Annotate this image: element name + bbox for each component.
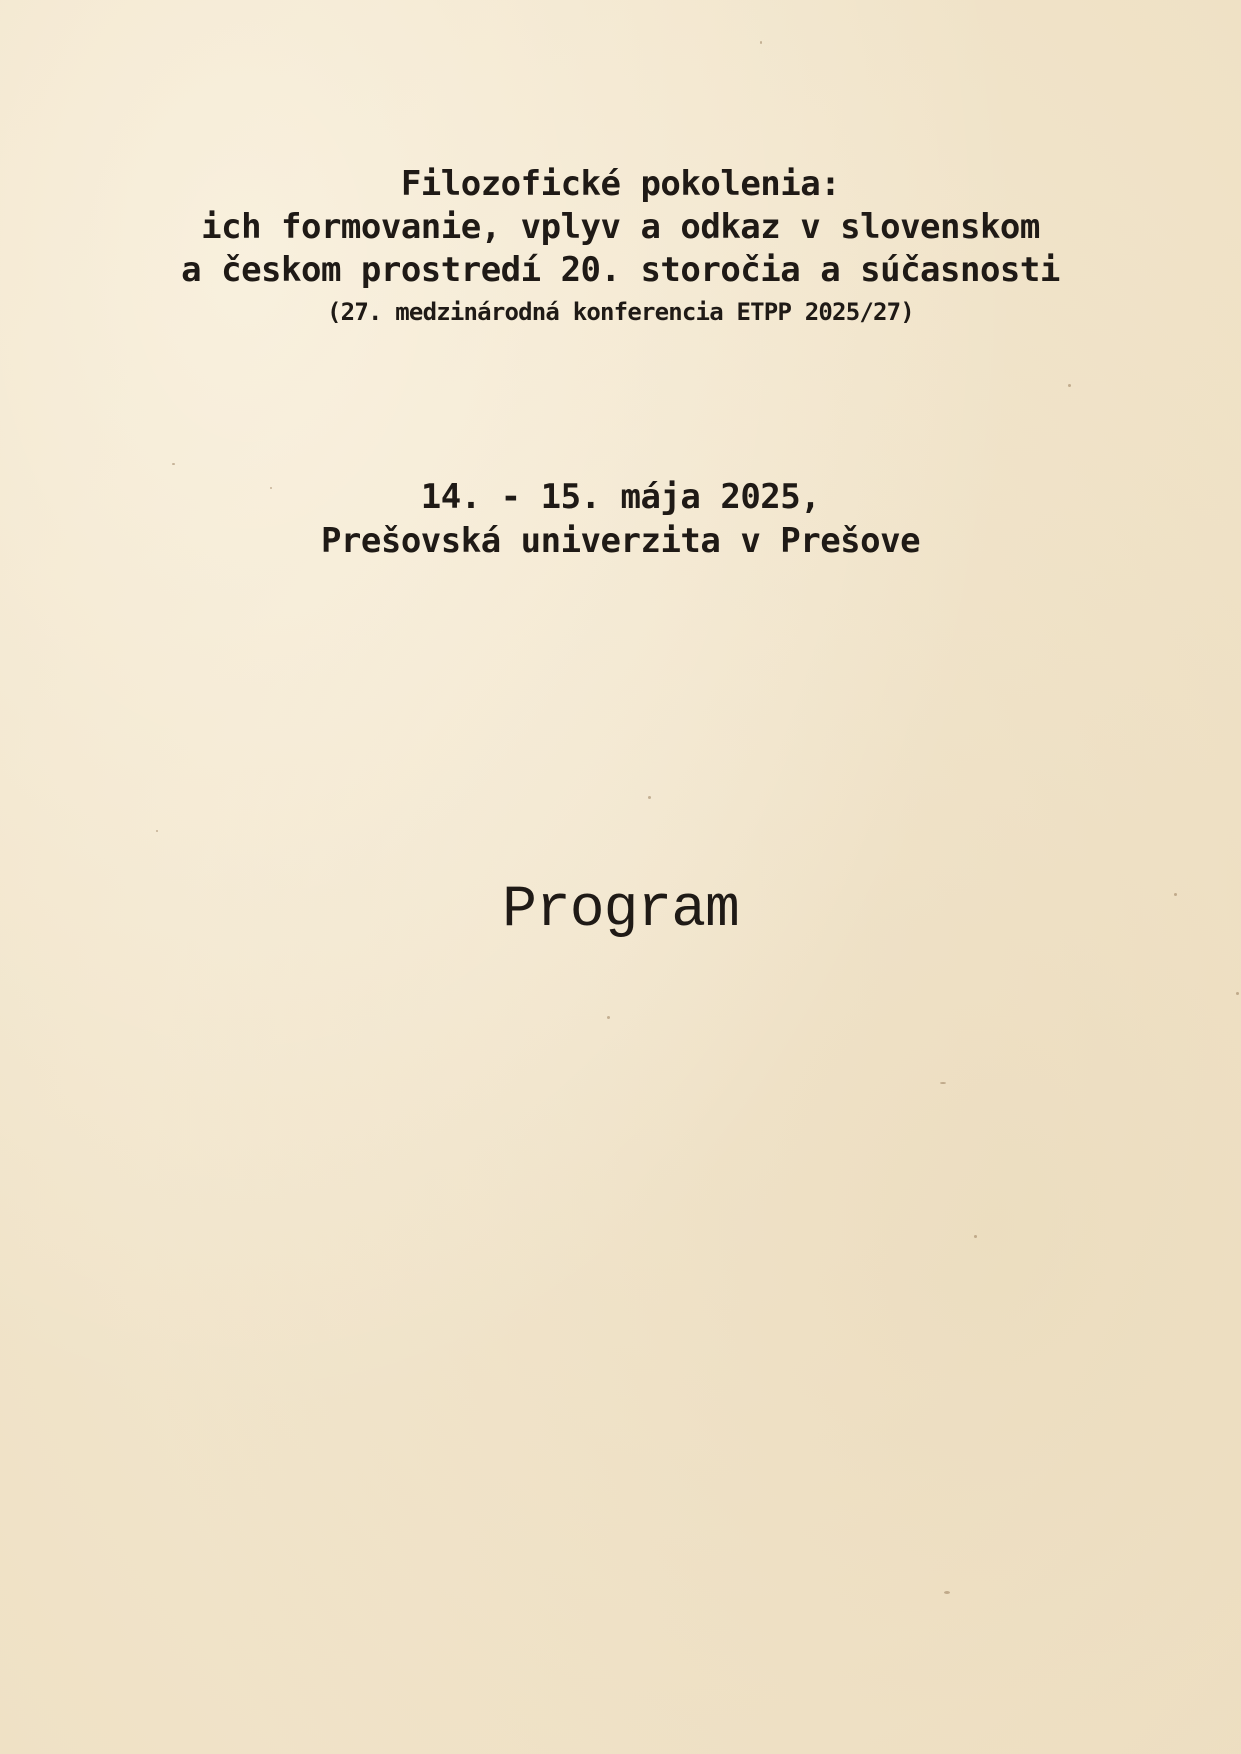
paper-speck xyxy=(648,796,651,799)
conference-date: 14. - 15. mája 2025, xyxy=(420,477,821,517)
date-venue-block xyxy=(0,475,1241,563)
conference-title-line-2: ich formovanie, vplyv a odkaz v slovenskom xyxy=(201,207,1040,247)
conference-venue: Prešovská univerzita v Prešove xyxy=(320,521,921,561)
conference-title-line-3: a českom prostredí 20. storočia a súčasnosti xyxy=(181,250,1060,290)
conference-title-block xyxy=(0,163,1241,327)
paper-speck xyxy=(1236,992,1239,995)
program-heading-block xyxy=(0,876,1241,946)
paper-speck xyxy=(944,1591,950,1594)
paper-speck xyxy=(172,463,175,465)
conference-subtitle: (27. medzinárodná konferencia ETPP 2025/27) xyxy=(327,298,914,326)
conference-title-line-1: Filozofické pokolenia: xyxy=(400,164,841,204)
paper-speck xyxy=(760,41,762,44)
paper-speck xyxy=(1068,384,1071,387)
paper-speck xyxy=(974,1235,977,1238)
paper-speck xyxy=(607,1016,610,1019)
paper-speck xyxy=(940,1082,946,1084)
paper-speck xyxy=(156,830,158,832)
program-heading: Program xyxy=(502,878,739,943)
